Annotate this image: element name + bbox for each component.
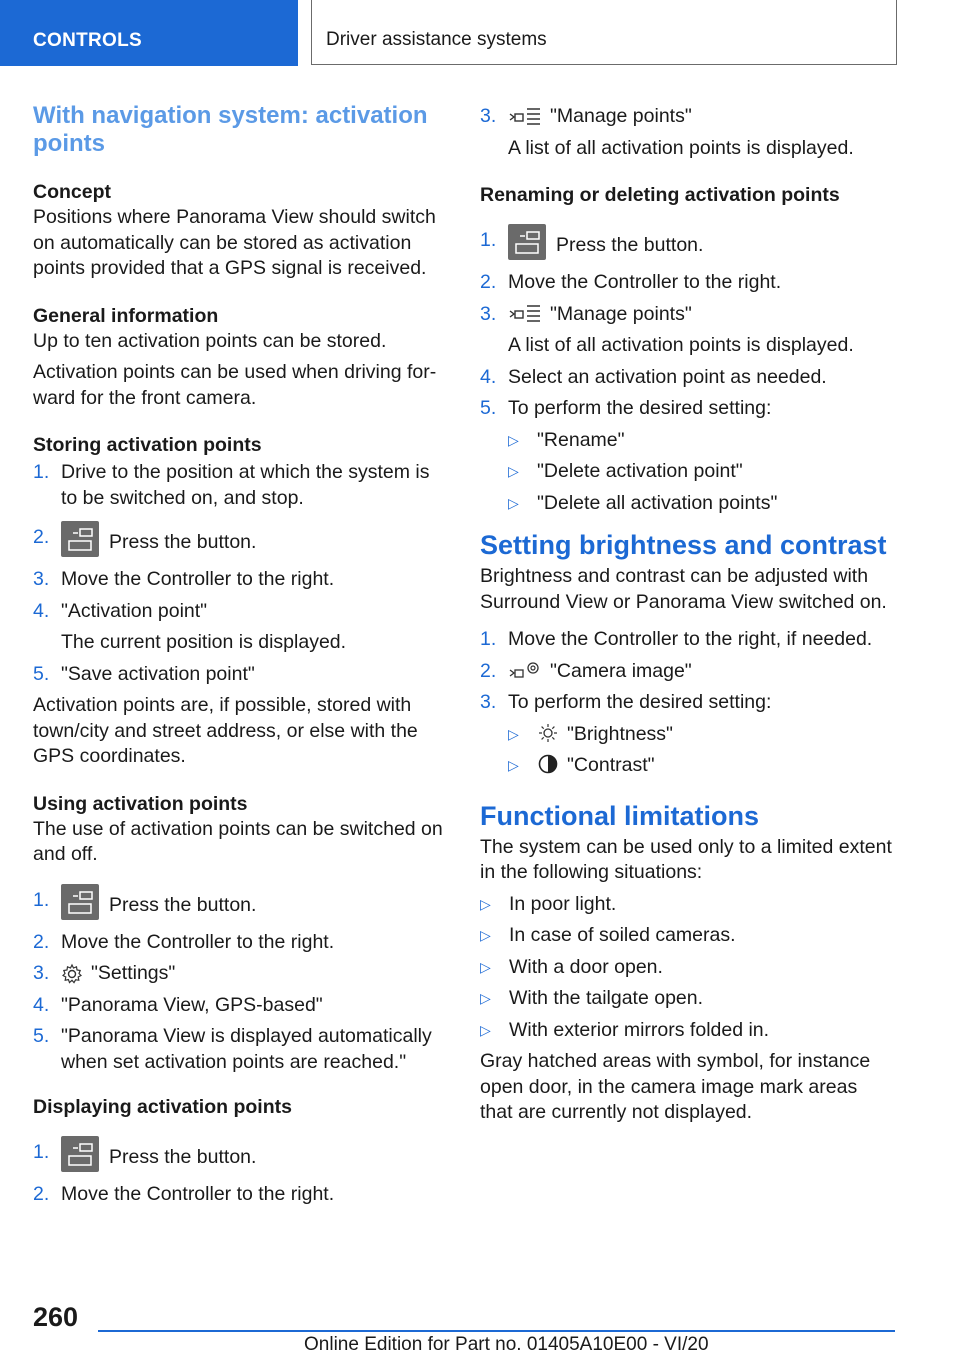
list-item: 2. Move the Controller to the right. [480,271,782,293]
list-item: 2. Move the Controller to the right. [33,930,335,953]
triangle-bullet-icon: ▷ [508,757,519,773]
chapter-title: Driver assistance systems [326,29,547,50]
triangle-bullet-icon: ▷ [508,463,519,479]
triangle-bullet-icon: ▷ [508,494,519,511]
camera-button-icon[interactable] [61,1136,99,1172]
option-item: ▷ "Delete activation point" [508,459,895,485]
list-item: 1. Press the button. [33,888,451,924]
camera-settings-icon [508,660,542,682]
list-item: ▷ With a door open. [480,955,895,981]
list-item: 2. Move the Controller to the right. [33,1183,335,1205]
list-item: 1. Press the button. [480,228,895,264]
general-text-1: Up to ten activation points can be stored. [33,329,387,352]
triangle-bullet-icon: ▷ [508,431,519,448]
storing-title: Storing activation points [33,434,262,456]
brightness-heading: Setting brightness and contrast [480,530,887,560]
list-item: 4. "Activation point" [33,599,208,622]
displaying-title: Displaying activation points [33,1096,292,1118]
list-item: 2. Press the button. [33,525,451,561]
renaming-title: Renaming or deleting activation points [480,184,840,206]
list-item: 3. "Settings" [33,962,176,984]
list-item: 2. "Camera image" [480,659,692,682]
list-item: ▷ In poor light. [480,892,895,918]
right-column [480,102,895,1126]
list-item: 3. "Manage points" [480,105,692,127]
brightness-text: Brightness and contrast can be adjusted with Surround View or Panorama View switched on. [480,565,887,613]
left-column [33,102,451,1214]
concept-title: Concept [33,181,111,203]
triangle-bullet-icon: ▷ [508,725,519,742]
list-item: ▷ In case of soiled cameras. [480,923,895,949]
using-title: Using activation points [33,792,248,815]
list-item: 5. "Panorama View is displayed automatically when set activation points are reached." [33,1025,432,1073]
step-subtext: A list of all activation points is displayed. [508,136,854,159]
option-item: ▷ "Contrast" [508,753,895,779]
general-title: General information [33,304,219,327]
brightness-icon [537,722,559,744]
storing-note: Activation points are, if possible, stored with town/city and street address, or else with the GPS coordinates. [33,694,418,767]
camera-button-icon[interactable] [61,521,99,557]
triangle-bullet-icon: ▷ [480,895,491,912]
section-label: CONTROLS [33,30,143,51]
list-item: 1. Drive to the position at which the system is to be switched on, and stop. [33,461,430,509]
contrast-icon [537,753,559,775]
limitations-heading: Functional limitations [480,800,760,831]
using-text: The use of activation points can be switched on and off. [33,817,443,865]
page-header [0,0,960,66]
displaying-steps [33,1140,451,1208]
brightness-steps [480,627,895,779]
page-number: 260 [33,1302,79,1332]
triangle-bullet-icon: ▷ [480,990,491,1006]
step-subtext: The current position is displayed. [61,631,347,653]
triangle-bullet-icon: ▷ [480,927,491,943]
step-subtext: A list of all activation points is displayed. [508,334,854,356]
footer-rule [98,1330,895,1332]
limitations-note: Gray hatched areas with symbol, for instance open door, in the camera image mark areas that are currently not displayed. [480,1050,871,1123]
triangle-bullet-icon: ▷ [480,958,491,975]
page-footer [0,1290,960,1362]
limitations-text: The system can be used only to a limited extent in the following situations: [480,835,892,883]
list-item: 3. To perform the desired setting: [480,691,772,713]
list-item: 3. "Manage points" [480,302,692,325]
list-item: 3. Move the Controller to the right. [33,568,335,590]
using-steps [33,888,451,1076]
list-item: 1. Press the button. [33,1140,451,1176]
concept-text: Positions where Panorama View should switch on automatically can be stored as activation points provided that a GPS signal is received. [33,206,436,279]
limitations-list [480,892,895,1044]
triangle-bullet-icon: ▷ [480,1021,491,1038]
list-item: ▷ With exterior mirrors folded in. [480,1018,895,1044]
section-tab [0,0,298,66]
option-item: ▷ "Brightness" [508,722,895,748]
option-item: ▷ "Rename" [508,428,895,454]
edition-text: Online Edition for Part no. 01405A10E00 - VI/20 [304,1334,709,1355]
list-item: 5. To perform the desired setting: [480,397,772,419]
general-text-2: Activation points can be used when driving forward for the front camera. [33,361,437,409]
list-item: 4. Select an activation point as needed. [480,365,827,388]
chapter-title-box [311,0,897,65]
camera-button-icon[interactable] [508,224,546,260]
list-item: 1. Move the Controller to the right, if needed. [480,628,873,650]
list-item: ▷ With the tailgate open. [480,986,895,1012]
list-item: 5. "Save activation point" [33,662,255,685]
list-item: 4. "Panorama View, GPS-based" [33,993,323,1016]
renaming-steps [480,228,895,516]
camera-button-icon[interactable] [61,884,99,920]
option-item: ▷ "Delete all activation points" [508,491,895,517]
activation-points-heading: With navigation system: activation points [33,102,428,157]
manage-points-icon [508,106,542,128]
storing-steps [33,460,451,687]
gear-icon [61,963,83,985]
manage-points-icon [508,303,542,325]
